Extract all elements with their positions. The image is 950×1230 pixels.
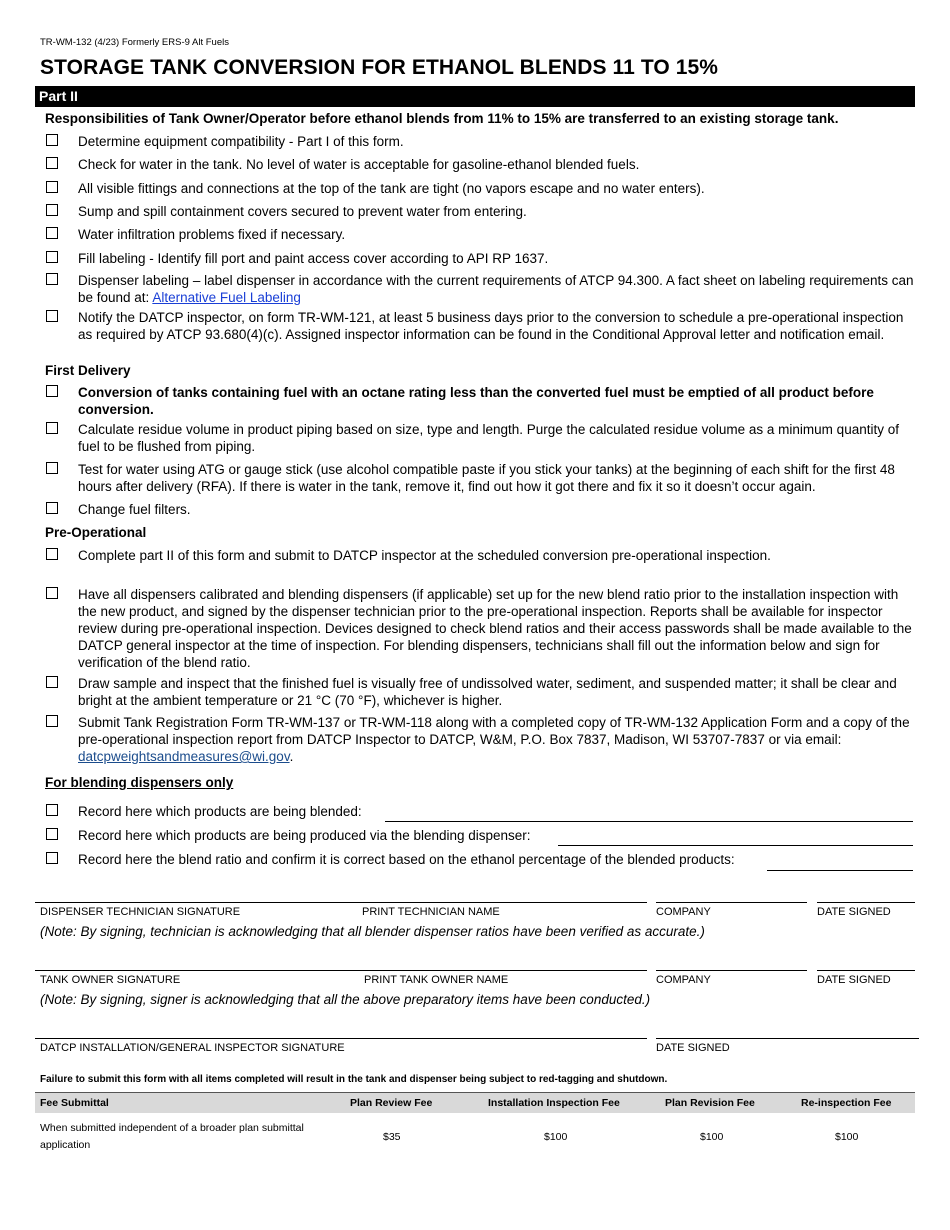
technician-note: (Note: By signing, technician is acknowledging that all blender dispenser ratios have been verified as accurate.) (40, 924, 705, 939)
checkbox[interactable] (46, 181, 58, 193)
item-text: Water infiltration problems fixed if necessary. (78, 227, 346, 242)
checkbox[interactable] (46, 462, 58, 474)
checkbox[interactable] (46, 828, 58, 840)
item-text: Conversion of tanks containing fuel with an octane rating less than the converted fuel must be emptied of all product before conversion. (78, 385, 874, 417)
fee-value: $35 (383, 1131, 401, 1143)
item-text-end: . (289, 749, 294, 764)
checkbox[interactable] (46, 273, 58, 285)
warning-text: Failure to submit this form with all items completed will result in the tank and dispenser being subject to red-tagging and shutdown. (40, 1074, 668, 1085)
blended-products-field[interactable] (385, 821, 913, 822)
fee-value: $100 (544, 1131, 568, 1143)
owner-date-line[interactable] (817, 970, 915, 971)
item-text: Draw sample and inspect that the finished fuel is visually free of undissolved water, sediment, and suspended matter; it shall be clear and bright at the ambient temperature or 21 °C (70 °F), whichever is higher. (78, 676, 897, 708)
fee-header: Installation Inspection Fee (488, 1097, 620, 1109)
fee-header: Plan Review Fee (350, 1097, 433, 1109)
email-link[interactable]: datcpweightsandmeasures@wi.gov (78, 749, 290, 764)
checkbox[interactable] (46, 227, 58, 239)
produced-products-field[interactable] (558, 845, 913, 846)
checkbox[interactable] (46, 310, 58, 322)
technician-date-line[interactable] (817, 902, 915, 903)
owner-company-line[interactable] (656, 970, 807, 971)
checkbox[interactable] (46, 385, 58, 397)
inspector-date-line[interactable] (656, 1038, 919, 1039)
owner-name-label: PRINT TANK OWNER NAME (364, 974, 509, 986)
checkbox[interactable] (46, 804, 58, 816)
checkbox[interactable] (46, 676, 58, 688)
item-text: Record here which products are being blended: (78, 804, 362, 819)
checkbox[interactable] (46, 715, 58, 727)
item-text: Change fuel filters. (78, 502, 191, 517)
fee-table-header (35, 1092, 915, 1113)
item-text: Dispenser labeling – label dispenser in accordance with the current requirements of ATCP 94.300. A fact sheet on labeling requirements can be found at: (78, 273, 914, 305)
inspector-signature-label: DATCP INSTALLATION/GENERAL INSPECTOR SIGNATURE (40, 1042, 345, 1054)
item-text: Fill labeling - Identify fill port and paint access cover according to API RP 1637. (78, 251, 549, 266)
intro-heading: Responsibilities of Tank Owner/Operator before ethanol blends from 11% to 15% are transferred to an existing storage tank. (45, 111, 839, 126)
checkbox[interactable] (46, 251, 58, 263)
item-text: Sump and spill containment covers secured to prevent water from entering. (78, 204, 527, 219)
fee-header: Plan Revision Fee (665, 1097, 755, 1109)
checkbox[interactable] (46, 422, 58, 434)
checkbox[interactable] (46, 157, 58, 169)
blending-heading: For blending dispensers only (45, 775, 234, 790)
owner-date-label: DATE SIGNED (817, 974, 891, 986)
first-delivery-heading: First Delivery (45, 363, 131, 378)
technician-signature-label: DISPENSER TECHNICIAN SIGNATURE (40, 906, 241, 918)
item-text: Record here which products are being produced via the blending dispenser: (78, 828, 531, 843)
fee-value: $100 (835, 1131, 859, 1143)
owner-company-label: COMPANY (656, 974, 711, 986)
form-id: TR-WM-132 (4/23) Formerly ERS-9 Alt Fuels (40, 37, 229, 48)
item-text: Calculate residue volume in product piping based on size, type and length. Purge the calculated residue volume as a minimum quantity of fuel to be flushed from piping. (78, 422, 899, 454)
item-text: All visible fittings and connections at the top of the tank are tight (no vapors escape and no water enters). (78, 181, 705, 196)
page-title: STORAGE TANK CONVERSION FOR ETHANOL BLENDS 11 TO 15% (40, 56, 719, 79)
inspector-signature-line[interactable] (35, 1038, 647, 1039)
checkbox[interactable] (46, 204, 58, 216)
item-text: Notify the DATCP inspector, on form TR-WM-121, at least 5 business days prior to the conversion to schedule a pre-operational inspection as required by ATCP 93.680(4)(c). Assigned inspector information can be found in the Conditional Approval letter and notification email. (78, 310, 904, 342)
item-text: Record here the blend ratio and confirm it is correct based on the ethanol percentage of the blended products: (78, 852, 735, 867)
item-text: Test for water using ATG or gauge stick (use alcohol compatible paste if you stick your tanks) at the beginning of each shift for the first 48 hours after delivery (RFA). If there is water in the tank, remove it, find out how it got there and fix it so it doesn’t occur again. (78, 462, 895, 494)
checkbox[interactable] (46, 587, 58, 599)
owner-signature-label: TANK OWNER SIGNATURE (40, 974, 181, 986)
checkbox[interactable] (46, 548, 58, 560)
technician-name-label: PRINT TECHNICIAN NAME (362, 906, 500, 918)
fee-header: Fee Submittal (40, 1097, 109, 1109)
fee-value: $100 (700, 1131, 724, 1143)
blend-ratio-field[interactable] (767, 870, 913, 871)
part-header: Part II (35, 86, 915, 107)
checkbox[interactable] (46, 502, 58, 514)
technician-company-line[interactable] (656, 902, 807, 903)
item-text: Submit Tank Registration Form TR-WM-137 or TR-WM-118 along with a completed copy of TR-WM-132 Application Form and a copy of the pre-operational inspection report from DATCP Inspector to DATCP, W&M, P.O. Box 7837, Madison, WI 53707-7837 or via email: (78, 715, 910, 747)
item-text: Check for water in the tank. No level of water is acceptable for gasoline-ethanol blended fuels. (78, 157, 640, 172)
checkbox[interactable] (46, 852, 58, 864)
checkbox[interactable] (46, 134, 58, 146)
technician-company-label: COMPANY (656, 906, 711, 918)
pre-operational-heading: Pre-Operational (45, 525, 147, 540)
owner-signature-line[interactable] (35, 970, 647, 971)
item-text: Determine equipment compatibility - Part I of this form. (78, 134, 404, 149)
fee-row-label: When submitted independent of a broader plan submittal application (40, 1122, 304, 1151)
item-text: Have all dispensers calibrated and blending dispensers (if applicable) set up for the new blend ratio prior to the installation inspection with the new product, and signed by the dispenser technician prior to the pre-operational inspection. Reports shall be available for inspector review during pre-operational inspection. Devices designed to check blend ratios and their access passwords shall be made available to the DATCP general inspector at the time of inspection. For blending dispensers, technicians shall fill out the information below and sign for verification of the blend ratio. (78, 587, 912, 670)
item-text: Complete part II of this form and submit to DATCP inspector at the scheduled conversion pre-operational inspection. (78, 548, 771, 563)
technician-signature-line[interactable] (35, 902, 647, 903)
fee-header: Re-inspection Fee (801, 1097, 892, 1109)
alternative-fuel-labeling-link[interactable]: Alternative Fuel Labeling (152, 290, 301, 305)
inspector-date-label: DATE SIGNED (656, 1042, 730, 1054)
owner-note: (Note: By signing, signer is acknowledging that all the above preparatory items have been conducted.) (40, 992, 651, 1007)
technician-date-label: DATE SIGNED (817, 906, 891, 918)
